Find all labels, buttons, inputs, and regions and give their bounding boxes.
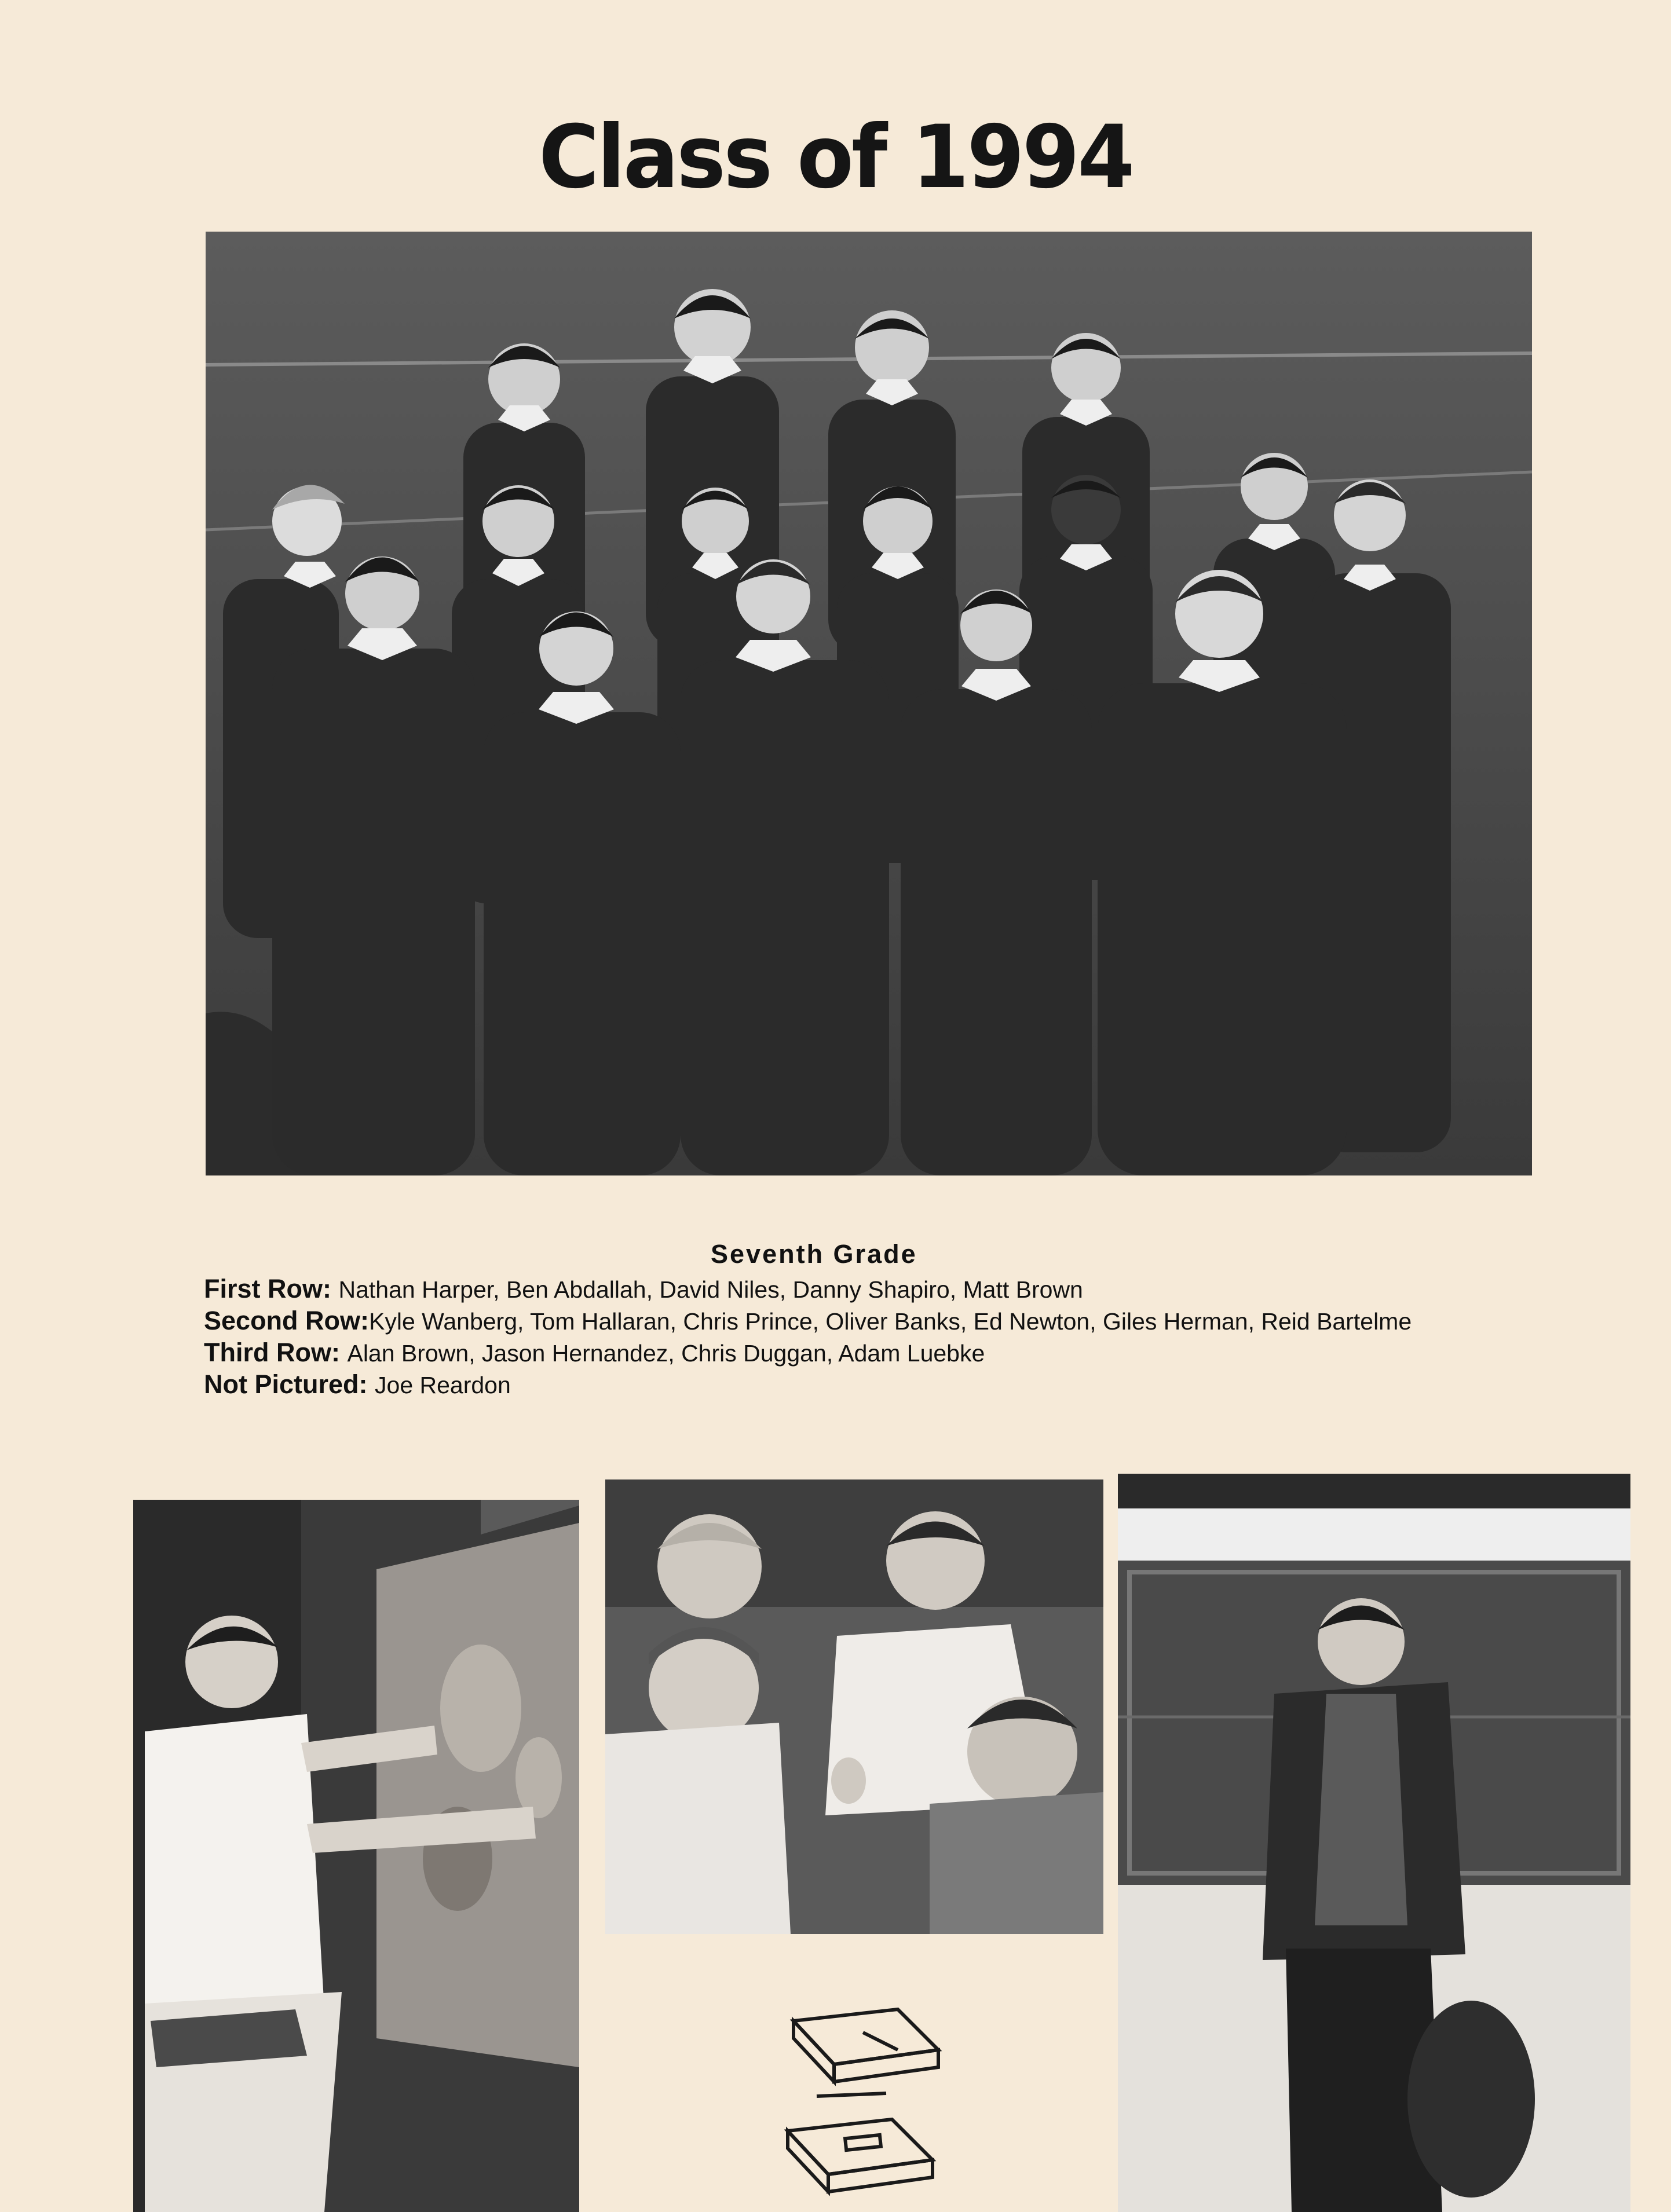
caption-row-not-pictured (204, 1369, 511, 1400)
caption-row-names: Nathan Harper, Ben Abdallah, David Niles, Danny Shapiro, Matt Brown (338, 1276, 1083, 1303)
caption-row-label: Third Row: (204, 1338, 348, 1367)
caption-row-label: Not Pictured: (204, 1369, 375, 1399)
caption-row-first (204, 1274, 1083, 1304)
caption-row-label: First Row: (204, 1274, 339, 1303)
backpack-boy-photo (1118, 1474, 1630, 2212)
caption-heading: Seventh Grade (711, 1239, 917, 1269)
caption-row-names: Alan Brown, Jason Hernandez, Chris Duggan, Adam Luebke (347, 1340, 985, 1367)
caption-row-second (204, 1306, 1412, 1336)
books-clipart (776, 1998, 950, 2212)
caption-row-names: Kyle Wanberg, Tom Hallaran, Chris Prince, Oliver Banks, Ed Newton, Giles Herman, Reid Bartelme (369, 1308, 1412, 1335)
caption-row-third (204, 1338, 985, 1368)
caption-row-names: Joe Reardon (375, 1372, 511, 1398)
caption-row-label: Second Row: (204, 1306, 370, 1335)
class-group-photo (206, 232, 1532, 1175)
page-title: Class of 1994 (539, 107, 1133, 208)
climbing-wall-photo (133, 1500, 579, 2212)
friends-group-photo (605, 1479, 1103, 1934)
